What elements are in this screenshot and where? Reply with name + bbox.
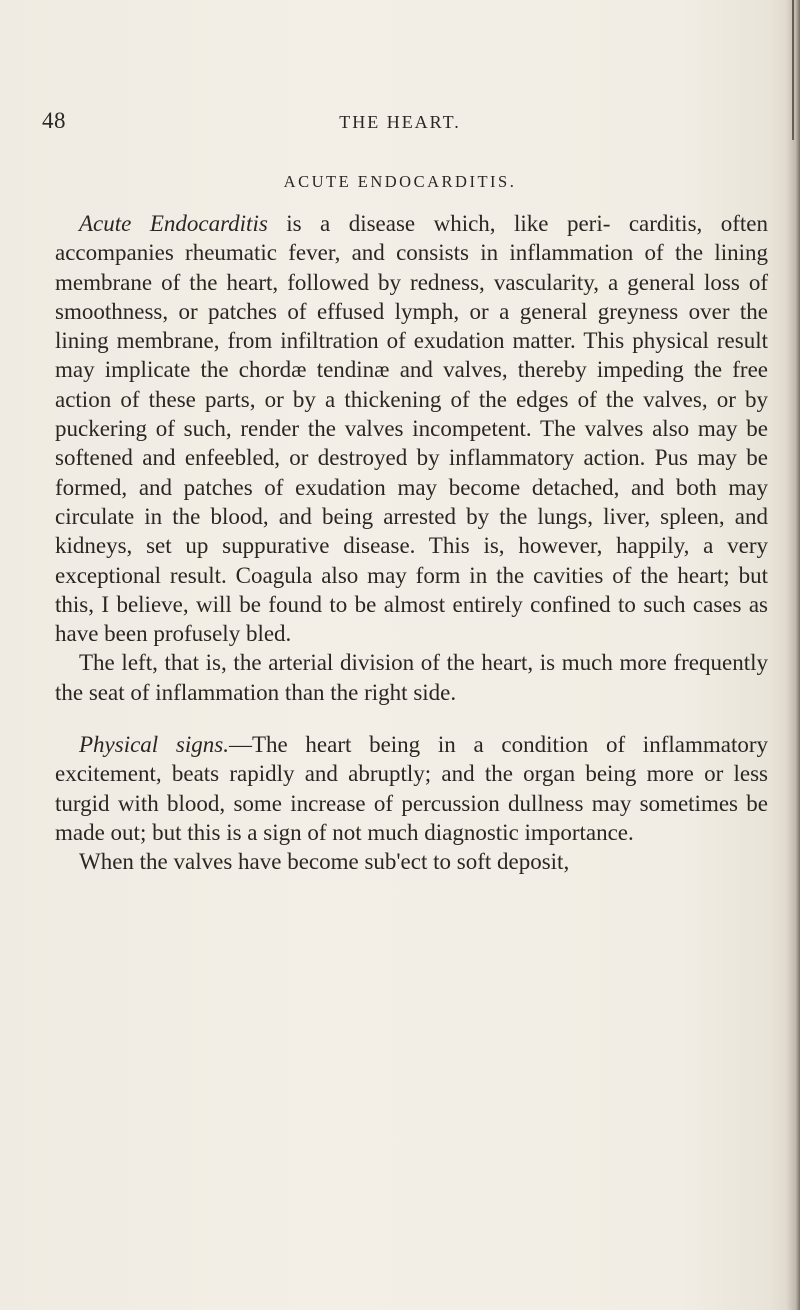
paragraph-text: When the valves have become sub'ect to soft deposit,: [79, 849, 570, 875]
page-number: 48: [42, 108, 66, 133]
running-head: THE HEART.: [339, 112, 461, 132]
paragraph-gap: [55, 707, 768, 730]
term-acute-endocarditis: Acute Endocarditis: [79, 211, 268, 236]
term-physical-signs: Physical signs.: [79, 732, 229, 758]
paragraph-left-side: [55, 648, 768, 707]
paragraph-text: —The heart being in a condition of inflammatory excitement, beats rapidly and abruptly; and the organ being more or less turgid with blood, some increase of percussion dullness may sometimes be made out; but this is a sign of not much diagnostic importance.: [55, 732, 768, 845]
paragraph-acute-endocarditis: [55, 209, 768, 648]
paragraph-physical-signs: [55, 730, 768, 847]
paragraph-valves: [55, 847, 768, 876]
page-edge-shadow: [786, 0, 800, 1310]
body-text: [55, 209, 768, 877]
paragraph-text: is a disease which, like peri- carditis, often accompanies rheumatic fever, and consists in inflammation of the lining membrane of the heart, followed by redness, vascularity, a general loss of smoothness, or patches of effused lymph, or a general greyness over the lining membrane, from infiltration of exudation matter. This physical result may implicate the chordæ tendinæ and valves, thereby impeding the free action of these parts, or by a thickening of the edges of the valves, or by puckering of such, render the valves incompetent. The valves also may be softened and enfeebled, or destroyed by inflammatory action. Pus may be formed, and patches of exudation may become detached, and both may circulate in the blood, and being arrested by the lungs, liver, spleen, and kidneys, set up suppurative disease. This is, however, happily, a very exceptional result. Coagula also may form in the cavities of the heart; but this, I believe, will be found to be almost entirely confined to such cases as have been profusely bled.: [55, 211, 768, 647]
paragraph-text: The left, that is, the arterial division of the heart, is much more frequently the seat of inflammation than the right side.: [55, 650, 768, 705]
section-title: ACUTE ENDOCARDITIS.: [283, 172, 517, 191]
